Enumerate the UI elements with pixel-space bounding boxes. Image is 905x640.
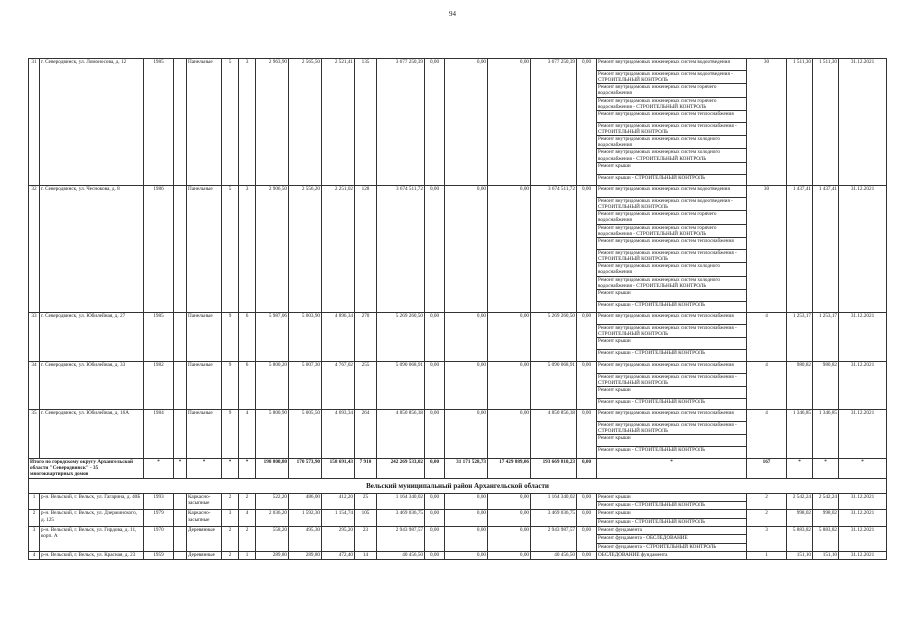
cell-f5: 0,00 — [577, 313, 597, 361]
cell-n: 2 — [747, 510, 787, 527]
cell-year: 1970 — [144, 526, 174, 551]
cell-date: 31.12.2021 — [839, 510, 887, 527]
blank-cell — [174, 410, 187, 458]
work-item: Ремонт внутридомовых инженерных систем водоотведения — [597, 186, 747, 198]
cell-residents: 255 — [355, 361, 377, 409]
cell-area-b: 2 556,20 — [289, 186, 322, 313]
work-item: Ремонт крыши - СТРОИТЕЛЬНЫЙ КОНТРОЛЬ — [597, 398, 747, 410]
total-f1: 0,00 — [425, 458, 445, 478]
work-item: Ремонт внутридомовых инженерных систем водоотведения — [597, 59, 747, 71]
cell-f4: 4 850 856,38 — [531, 410, 577, 458]
total-star: * — [597, 458, 747, 478]
blank-cell — [174, 493, 187, 510]
cell-area-b: 5 003,90 — [289, 313, 322, 361]
total-star: * — [222, 458, 239, 478]
cell-f2: 0,00 — [445, 410, 488, 458]
cell-f3: 0,00 — [488, 361, 531, 409]
work-item: Ремонт внутридомовых инженерных систем горячего водоснабжения — [597, 84, 747, 97]
work-item: Ремонт крыши — [597, 162, 747, 174]
cell-f4: 5 269 260,50 — [531, 313, 577, 361]
cell-unit-a: 1 346,85 — [787, 410, 813, 458]
cell-floors: 5 — [222, 59, 239, 186]
work-item: Ремонт внутридомовых инженерных систем теплоснабжения — [597, 410, 747, 422]
cell-unit-a: 151,10 — [787, 551, 813, 559]
cell-date: 31.12.2021 — [839, 59, 887, 186]
cell-address: р-н. Вельский, г. Вельск, ул. Гагарина, д. 40Б — [40, 493, 144, 510]
cell-entrances: 3 — [239, 186, 256, 313]
cell-area-b: 486,00 — [289, 493, 322, 510]
cell-year: 1993 — [144, 493, 174, 510]
work-item: Ремонт крыши — [597, 493, 747, 501]
cell-f3: 0,00 — [488, 313, 531, 361]
cell-residents: 23 — [355, 526, 377, 551]
cell-cost-total: 5 269 260,50 — [377, 313, 425, 361]
cell-floors: 9 — [222, 313, 239, 361]
cell-f4: 40 456,50 — [531, 551, 577, 559]
cell-unit-a: 998,02 — [787, 510, 813, 527]
cell-num: 33 — [29, 313, 40, 361]
cell-floors: 9 — [222, 410, 239, 458]
cell-area-b: 5 005,50 — [289, 410, 322, 458]
cell-unit-b: 151,10 — [813, 551, 839, 559]
total-area-total: 198 800,80 — [256, 458, 289, 478]
table-row — [29, 526, 887, 534]
work-item: Ремонт внутридомовых инженерных систем теплоснабжения - СТРОИТЕЛЬНЫЙ КОНТРОЛЬ — [597, 249, 747, 262]
cell-area-c: 4 767,02 — [322, 361, 355, 409]
total-area-c: 158 691,43 — [322, 458, 355, 478]
cell-address: г. Северодвинск, ул. Юбилейная, д. 27 — [40, 313, 144, 361]
table-row — [29, 510, 887, 518]
cell-n: 30 — [747, 59, 787, 186]
cell-area-total: 2 036,20 — [256, 510, 289, 527]
cell-cost-total: 1 164 340,02 — [377, 493, 425, 510]
cell-f4: 1 164 340,02 — [531, 493, 577, 510]
cell-entrances: 6 — [239, 313, 256, 361]
cell-wall: Панельные — [187, 361, 222, 409]
work-item: Ремонт внутридомовых инженерных систем теплоснабжения — [597, 361, 747, 373]
table-row — [29, 186, 887, 198]
work-item: Ремонт крыши — [597, 386, 747, 398]
cell-entrances: 1 — [239, 551, 256, 559]
cell-address: р-н. Вельский, г. Вельск, ул. Дзержинского, д. 125 — [40, 510, 144, 527]
work-item: Ремонт внутридомовых инженерных систем теплоснабжения — [597, 110, 747, 122]
total-f5: 0,00 — [577, 458, 597, 478]
cell-wall: Деревянные — [187, 526, 222, 551]
work-item: Ремонт внутридомовых инженерных систем холодного водоснабжения — [597, 136, 747, 149]
work-item: Ремонт крыши - СТРОИТЕЛЬНЫЙ КОНТРОЛЬ — [597, 447, 747, 459]
blank-cell — [174, 313, 187, 361]
cell-f5: 0,00 — [577, 493, 597, 510]
work-item: ОБСЛЕДОВАНИЕ фундамента — [597, 551, 747, 559]
cell-floors: 2 — [222, 493, 239, 510]
cell-f3: 0,00 — [488, 410, 531, 458]
total-area-b: 170 573,90 — [289, 458, 322, 478]
work-item: Ремонт крыши - СТРОИТЕЛЬНЫЙ КОНТРОЛЬ — [597, 502, 747, 510]
cell-residents: 135 — [355, 59, 377, 186]
cell-num: 3 — [29, 526, 40, 551]
work-item: Ремонт внутридомовых инженерных систем теплоснабжения - СТРОИТЕЛЬНЫЙ КОНТРОЛЬ — [597, 325, 747, 338]
cell-area-c: 412,20 — [322, 493, 355, 510]
cell-floors: 3 — [222, 510, 239, 527]
cell-wall: Панельные — [187, 410, 222, 458]
cell-f2: 0,00 — [445, 551, 488, 559]
cell-cost-total: 3 469 036,75 — [377, 510, 425, 527]
cell-f4: 3 674 511,72 — [531, 186, 577, 313]
cell-year: 1979 — [144, 510, 174, 527]
cell-f2: 0,00 — [445, 361, 488, 409]
cell-unit-a: 1 253,17 — [787, 313, 813, 361]
table-row — [29, 410, 887, 422]
cell-wall: Каркасно-засыпные — [187, 493, 222, 510]
cell-n: 30 — [747, 186, 787, 313]
cell-f4: 3 677 250,39 — [531, 59, 577, 186]
cell-floors: 9 — [222, 361, 239, 409]
cell-n: 4 — [747, 361, 787, 409]
cell-f3: 0,00 — [488, 59, 531, 186]
cell-cost-total: 4 850 856,38 — [377, 410, 425, 458]
cell-n: 4 — [747, 313, 787, 361]
cell-date: 31.12.2021 — [839, 186, 887, 313]
cell-area-c: 4 693,34 — [322, 410, 355, 458]
cell-f3: 0,00 — [488, 526, 531, 551]
work-item: Ремонт внутридомовых инженерных систем водоотведения - СТРОИТЕЛЬНЫЙ КОНТРОЛЬ — [597, 70, 747, 83]
cell-f4: 5 090 068,91 — [531, 361, 577, 409]
cell-wall: Каркасно-засыпные — [187, 510, 222, 527]
cell-date: 31.12.2021 — [839, 551, 887, 559]
cell-year: 1986 — [144, 186, 174, 313]
cell-area-total: 2 906,50 — [256, 186, 289, 313]
cell-entrances: 2 — [239, 526, 256, 551]
total-f3: 17 429 889,06 — [488, 458, 531, 478]
cell-cost-total: 5 090 068,91 — [377, 361, 425, 409]
work-item: Ремонт внутридомовых инженерных систем теплоснабжения - СТРОИТЕЛЬНЫЙ КОНТРОЛЬ — [597, 422, 747, 435]
total-star: * — [839, 458, 887, 478]
cell-area-c: 2 251,02 — [322, 186, 355, 313]
cell-year: 1959 — [144, 551, 174, 559]
cell-f1: 0,00 — [425, 410, 445, 458]
cell-f3: 0,00 — [488, 186, 531, 313]
work-item: Ремонт внутридомовых инженерных систем холодного водоснабжения - СТРОИТЕЛЬНЫЙ КОНТРОЛЬ — [597, 276, 747, 289]
work-item: Ремонт фундамента - СТРОИТЕЛЬНЫЙ КОНТРОЛЬ — [597, 543, 747, 551]
cell-unit-a: 2 542,24 — [787, 493, 813, 510]
cell-area-total: 5 987,06 — [256, 313, 289, 361]
cell-area-b: 289,80 — [289, 551, 322, 559]
cell-cost-total: 3 677 250,39 — [377, 59, 425, 186]
cell-date: 31.12.2021 — [839, 313, 887, 361]
total-cost-total: 242 269 533,02 — [377, 458, 425, 478]
cell-f5: 0,00 — [577, 410, 597, 458]
work-item: Ремонт внутридомовых инженерных систем теплоснабжения - СТРОИТЕЛЬНЫЙ КОНТРОЛЬ — [597, 373, 747, 386]
total-star: * — [239, 458, 256, 478]
cell-f1: 0,00 — [425, 510, 445, 527]
work-item: Ремонт фундамента - ОБСЛЕДОВАНИЕ — [597, 535, 747, 543]
work-item: Ремонт крыши - СТРОИТЕЛЬНЫЙ КОНТРОЛЬ — [597, 174, 747, 186]
cell-cost-total: 40 456,50 — [377, 551, 425, 559]
cell-entrances: 2 — [239, 493, 256, 510]
cell-date: 31.12.2021 — [839, 493, 887, 510]
cell-f5: 0,00 — [577, 526, 597, 551]
cell-n: 1 — [747, 551, 787, 559]
region-header-row — [29, 478, 887, 493]
cell-unit-b: 1 511,30 — [813, 59, 839, 186]
work-item: Ремонт крыши — [597, 510, 747, 518]
table-row — [29, 361, 887, 373]
cell-wall: Деревянные — [187, 551, 222, 559]
cell-address: р-н. Вельский, г. Вельск, ул. Гирдова, д. 11, корп. А — [40, 526, 144, 551]
cell-f5: 0,00 — [577, 59, 597, 186]
cell-area-b: 5 007,30 — [289, 361, 322, 409]
cell-unit-a: 980,82 — [787, 361, 813, 409]
cell-floors: 2 — [222, 526, 239, 551]
cell-n: 3 — [747, 526, 787, 551]
cell-wall: Панельные — [187, 313, 222, 361]
page-number: 94 — [449, 10, 456, 18]
cell-residents: 14 — [355, 551, 377, 559]
cell-area-total: 522,20 — [256, 493, 289, 510]
cell-unit-b: 998,02 — [813, 510, 839, 527]
table-row — [29, 493, 887, 501]
cell-residents: 105 — [355, 510, 377, 527]
cell-year: 1982 — [144, 361, 174, 409]
cell-unit-b: 2 542,24 — [813, 493, 839, 510]
cell-unit-b: 1 437,41 — [813, 186, 839, 313]
work-item: Ремонт внутридомовых инженерных систем холодного водоснабжения - СТРОИТЕЛЬНЫЙ КОНТРОЛЬ — [597, 149, 747, 162]
cell-f2: 0,00 — [445, 186, 488, 313]
total-f2: 31 171 528,73 — [445, 458, 488, 478]
cell-address: г. Северодвинск, ул. Юбилейная, д. 33 — [40, 361, 144, 409]
cell-wall: Панельные — [187, 186, 222, 313]
cell-year: 1985 — [144, 313, 174, 361]
work-item: Ремонт крыши — [597, 290, 747, 302]
work-item: Ремонт крыши - СТРОИТЕЛЬНЫЙ КОНТРОЛЬ — [597, 518, 747, 526]
cell-area-b: 495,30 — [289, 526, 322, 551]
cell-area-c: 2 521,41 — [322, 59, 355, 186]
work-item: Ремонт крыши - СТРОИТЕЛЬНЫЙ КОНТРОЛЬ — [597, 301, 747, 313]
blank-cell — [174, 361, 187, 409]
cell-area-total: 2 963,90 — [256, 59, 289, 186]
cell-f1: 0,00 — [425, 186, 445, 313]
cell-area-b: 2 565,50 — [289, 59, 322, 186]
cell-num: 35 — [29, 410, 40, 458]
cell-cost-total: 3 674 511,72 — [377, 186, 425, 313]
cell-area-total: 5 800,90 — [256, 410, 289, 458]
cell-unit-a: 1 511,30 — [787, 59, 813, 186]
work-item: Ремонт внутридомовых инженерных систем горячего водоснабжения - СТРОИТЕЛЬНЫЙ КОНТРОЛЬ — [597, 97, 747, 110]
cell-f5: 0,00 — [577, 186, 597, 313]
cell-num: 1 — [29, 493, 40, 510]
cell-area-total: 5 800,20 — [256, 361, 289, 409]
blank-cell — [174, 526, 187, 551]
cell-area-b: 1 592,30 — [289, 510, 322, 527]
cell-entrances: 4 — [239, 410, 256, 458]
cell-unit-b: 5 883,82 — [813, 526, 839, 551]
cell-address: г. Северодвинск, ул. Чеснокова, д. 8 — [40, 186, 144, 313]
cell-f5: 0,00 — [577, 361, 597, 409]
cell-area-total: 558,20 — [256, 526, 289, 551]
cell-entrances: 4 — [239, 510, 256, 527]
work-item: Ремонт внутридомовых инженерных систем горячего водоснабжения - СТРОИТЕЛЬНЫЙ КОНТРОЛЬ — [597, 224, 747, 237]
cell-num: 34 — [29, 361, 40, 409]
cell-f1: 0,00 — [425, 551, 445, 559]
total-star: * — [813, 458, 839, 478]
cell-area-c: 472,40 — [322, 551, 355, 559]
cell-residents: 264 — [355, 410, 377, 458]
work-item: Ремонт внутридомовых инженерных систем теплоснабжения — [597, 313, 747, 325]
work-item: Ремонт крыши — [597, 338, 747, 350]
region-header: Вельский муниципальный район Архангельской области — [29, 478, 887, 493]
cell-f1: 0,00 — [425, 493, 445, 510]
cell-cost-total: 2 943 987,57 — [377, 526, 425, 551]
cell-f2: 0,00 — [445, 526, 488, 551]
blank-cell — [174, 551, 187, 559]
cell-area-c: 1 154,74 — [322, 510, 355, 527]
cell-floors: 2 — [222, 551, 239, 559]
cell-year: 1984 — [144, 410, 174, 458]
total-f4: 193 669 810,23 — [531, 458, 577, 478]
cell-date: 31.12.2021 — [839, 410, 887, 458]
cell-f1: 0,00 — [425, 361, 445, 409]
work-item: Ремонт внутридомовых инженерных систем горячего водоснабжения — [597, 211, 747, 224]
capital-repair-register-table — [28, 58, 887, 560]
cell-date: 31.12.2021 — [839, 526, 887, 551]
cell-num: 4 — [29, 551, 40, 559]
work-item: Ремонт крыши — [597, 435, 747, 447]
blank-cell — [174, 186, 187, 313]
blank-cell — [174, 510, 187, 527]
cell-num: 31 — [29, 59, 40, 186]
cell-residents: 25 — [355, 493, 377, 510]
cell-area-total: 289,80 — [256, 551, 289, 559]
blank-cell — [174, 59, 187, 186]
cell-unit-b: 980,82 — [813, 361, 839, 409]
total-star: * — [174, 458, 187, 478]
cell-entrances: 3 — [239, 59, 256, 186]
cell-address: р-н. Вельский, г. Вельск, ул. Красная, д. 23 — [40, 551, 144, 559]
cell-f3: 0,00 — [488, 551, 531, 559]
cell-f1: 0,00 — [425, 526, 445, 551]
cell-f5: 0,00 — [577, 551, 597, 559]
work-item: Ремонт внутридомовых инженерных систем холодного водоснабжения — [597, 263, 747, 276]
cell-num: 32 — [29, 186, 40, 313]
cell-f2: 0,00 — [445, 313, 488, 361]
cell-f1: 0,00 — [425, 313, 445, 361]
work-item: Ремонт внутридомовых инженерных систем теплоснабжения — [597, 238, 747, 250]
cell-unit-b: 1 346,85 — [813, 410, 839, 458]
cell-unit-a: 5 883,82 — [787, 526, 813, 551]
work-item: Ремонт крыши - СТРОИТЕЛЬНЫЙ КОНТРОЛЬ — [597, 350, 747, 362]
cell-f3: 0,00 — [488, 510, 531, 527]
cell-entrances: 6 — [239, 361, 256, 409]
cell-floors: 5 — [222, 186, 239, 313]
total-label: Итого по городскому округу Архангельской области "Северодвинск" - 35 многоквартирных домов — [29, 458, 144, 478]
table-row — [29, 313, 887, 325]
cell-n: 4 — [747, 410, 787, 458]
cell-f1: 0,00 — [425, 59, 445, 186]
cell-wall: Панельные — [187, 59, 222, 186]
cell-unit-b: 1 253,17 — [813, 313, 839, 361]
cell-area-c: 295,20 — [322, 526, 355, 551]
cell-f2: 0,00 — [445, 59, 488, 186]
cell-f2: 0,00 — [445, 510, 488, 527]
cell-f5: 0,00 — [577, 510, 597, 527]
table-row — [29, 59, 887, 71]
cell-n: 2 — [747, 493, 787, 510]
cell-f2: 0,00 — [445, 493, 488, 510]
cell-address: г. Северодвинск, ул. Юбилейная, д. 16А — [40, 410, 144, 458]
total-star: * — [187, 458, 222, 478]
total-n: 167 — [747, 458, 787, 478]
total-residents: 7 910 — [355, 458, 377, 478]
work-item: Ремонт внутридомовых инженерных систем теплоснабжения - СТРОИТЕЛЬНЫЙ КОНТРОЛЬ — [597, 122, 747, 135]
cell-f4: 3 469 036,75 — [531, 510, 577, 527]
cell-residents: 270 — [355, 313, 377, 361]
work-item: Ремонт внутридомовых инженерных систем водоотведения - СТРОИТЕЛЬНЫЙ КОНТРОЛЬ — [597, 197, 747, 210]
total-row — [29, 458, 887, 478]
work-item: Ремонт фундамента — [597, 526, 747, 534]
cell-unit-a: 1 437,41 — [787, 186, 813, 313]
cell-date: 31.12.2021 — [839, 361, 887, 409]
table-row — [29, 551, 887, 559]
cell-residents: 128 — [355, 186, 377, 313]
cell-area-c: 4 896,34 — [322, 313, 355, 361]
cell-f3: 0,00 — [488, 493, 531, 510]
total-star: * — [144, 458, 174, 478]
cell-f4: 2 943 987,57 — [531, 526, 577, 551]
total-star: * — [787, 458, 813, 478]
cell-address: г. Северодвинск, ул. Ломоносова, д. 12 — [40, 59, 144, 186]
cell-year: 1985 — [144, 59, 174, 186]
cell-num: 2 — [29, 510, 40, 527]
